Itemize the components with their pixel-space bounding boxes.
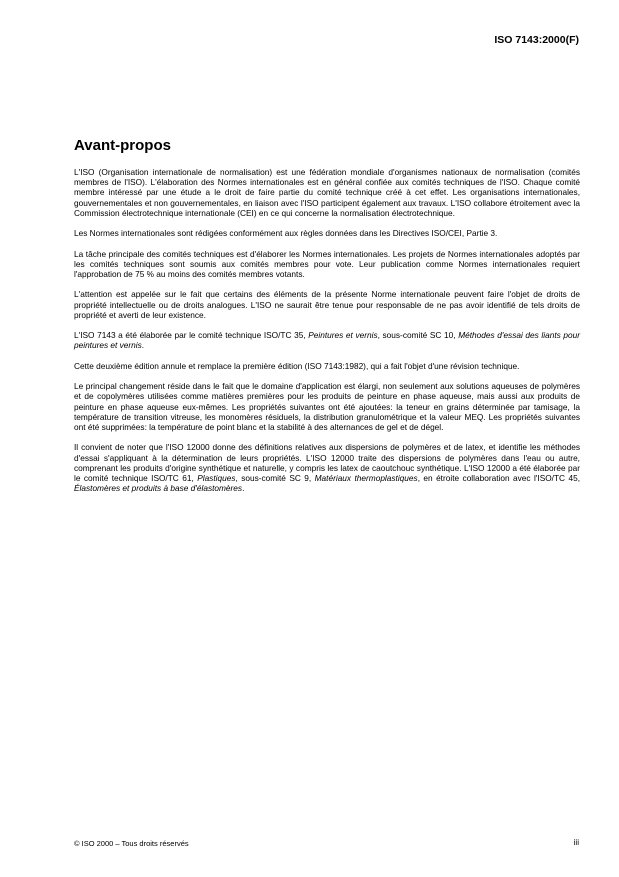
page-title: Avant-propos <box>74 137 171 154</box>
paragraph-iso-12000 <box>74 442 580 493</box>
paragraph-patent-rights: L'attention est appelée sur le fait que certains des éléments de la présente Norme internationale peuvent faire l'objet de droits de propriété intellectuelle ou de droits analogues. L'ISO ne saurait être tenue pour responsable de ne pas avoir identifié de tels droits de propriété et averti de leur existence. <box>74 289 580 320</box>
document-code: ISO 7143:2000(F) <box>494 34 579 46</box>
text-run: , sous-comité SC 9, <box>235 472 315 483</box>
text-run: . <box>242 483 245 494</box>
footer-copyright: © ISO 2000 – Tous droits réservés <box>74 839 189 848</box>
paragraph-edition: Cette deuxième édition annule et remplace la première édition (ISO 7143:1982), qui a fait l'objet d'une révision technique. <box>74 360 520 371</box>
text-run: , sous-comité SC 10, <box>377 330 459 341</box>
italic-committee-name: Peintures et vernis <box>308 330 378 341</box>
text-run: Il convient de noter que l'ISO 12000 donne des définitions relatives aux dispersions de polymères et de latex, et identifie les méthodes d'essai s'appliquant à la détermination de leurs propriétés. L'ISO 12000 traite des dispersions de polymères dans l'eau ou autre, comprenant les produits d'origine synthétique et naturelle, y compris les latex de caoutchouc synthétique. L'ISO 12000 a été élaborée par le comité technique ISO/TC 61, <box>74 442 580 483</box>
text-run: . <box>141 340 145 351</box>
italic-committee-name: Plastiques <box>197 472 236 483</box>
text-run: L'ISO 7143 a été élaborée par le comité technique ISO/TC 35, <box>74 330 309 341</box>
paragraph-prepared-by <box>74 330 580 350</box>
italic-subcommittee-name: Méthodes d'essai des liants pour peintures et vernis <box>74 330 581 351</box>
text-run: , en étroite collaboration avec l'ISO/TC 45, <box>417 472 581 483</box>
italic-subcommittee-name: Matériaux thermoplastiques <box>314 472 418 483</box>
italic-committee-name: Élastomères et produits à base d'élastomères <box>74 483 243 494</box>
paragraph-technical-committees: La tâche principale des comités techniques est d'élaborer les Normes internationales. Les projets de Normes internationales adoptés par les comités techniques sont soumis aux comités membres pour vote. Leur publication comme Normes internationales requiert l'approbation de 75 % au moins des comités membres votants. <box>74 248 580 279</box>
paragraph-iso-organisation: L'ISO (Organisation internationale de normalisation) est une fédération mondiale d'organismes nationaux de normalisation (comités membres de l'ISO). L'élaboration des Normes internationales est en général confiée aux comités techniques de l'ISO. Chaque comité membre intéressé par une étude a le droit de faire partie du comité technique créé à cet effet. Les organisations internationales, gouvernementales et non gouvernementales, en liaison avec l'ISO participent également aux travaux. L'ISO collabore étroitement avec la Commission électrotechnique internationale (CEI) en ce qui concerne la normalisation électrotechnique. <box>74 167 580 218</box>
foreword-body <box>74 167 580 504</box>
page-number: iii <box>573 838 579 847</box>
paragraph-main-change: Le principal changement réside dans le fait que le domaine d'application est élargi, non seulement aux solutions aqueuses de polymères et de copolymères utilisées comme matières premières pour les produits de peinture en phase aqueuse, mais aussi aux produits de peinture en phase aqueuse eux-mêmes. Les propriétés suivantes ont été ajoutées: la teneur en grains déterminée par tamisage, la température de transition vitreuse, les monomères résiduels, la distribution granulométrique et la valeur MEQ. Les propriétés suivantes ont été supprimées: la température de point blanc et la stabilité à des alternances de gel et de dégel. <box>74 381 580 432</box>
paragraph-directives: Les Normes internationales sont rédigées conformément aux règles données dans les Directives ISO/CEI, Partie 3. <box>74 228 498 239</box>
